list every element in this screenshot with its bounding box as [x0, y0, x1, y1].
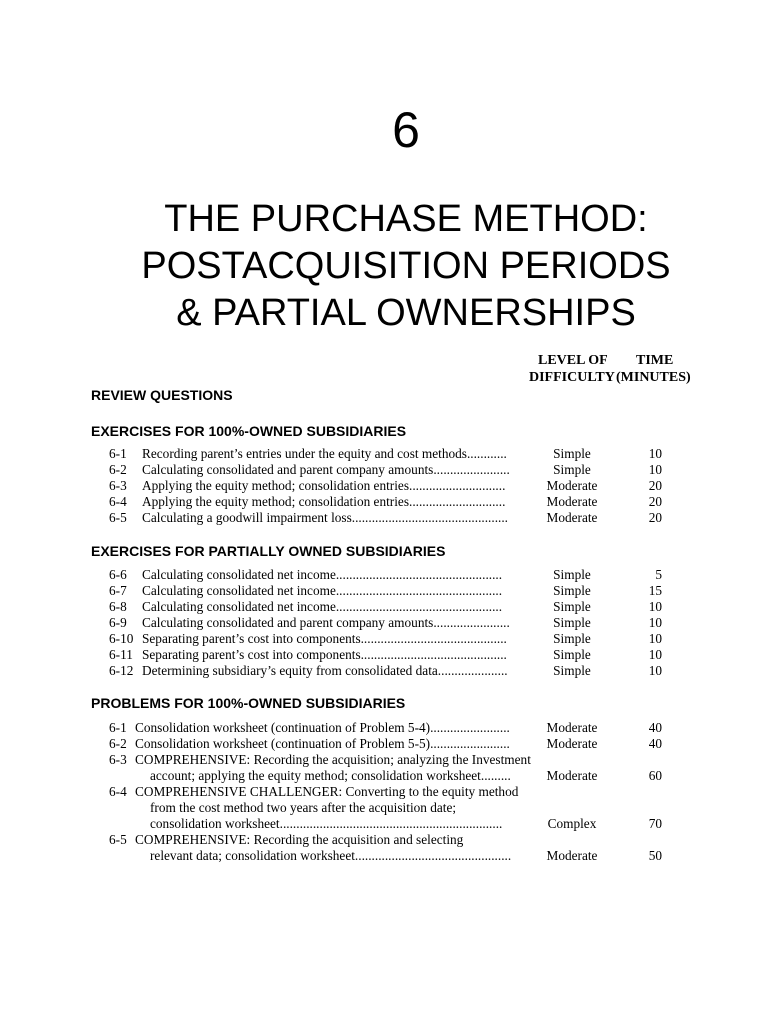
- item-number: 6-2: [109, 736, 127, 751]
- item-difficulty: Moderate: [546, 720, 598, 735]
- item-difficulty: Moderate: [546, 736, 598, 751]
- item-description: Calculating consolidated net income..................................................: [142, 599, 503, 614]
- item-number: 6-1: [109, 720, 127, 735]
- item-difficulty: Simple: [553, 663, 591, 678]
- item-description-line: account; applying the equity method; consolidation worksheet.........: [150, 768, 511, 783]
- item-difficulty: Moderate: [546, 494, 598, 509]
- item-difficulty: Moderate: [546, 848, 598, 863]
- item-time: 10: [648, 446, 662, 461]
- exercise-row: [0, 615, 768, 631]
- item-difficulty: Complex: [547, 816, 597, 831]
- exercises-partial-heading: EXERCISES FOR PARTIALLY OWNED SUBSIDIARIES: [91, 543, 446, 559]
- item-difficulty: Moderate: [546, 768, 598, 783]
- item-difficulty: Simple: [553, 599, 591, 614]
- exercise-row: [0, 478, 768, 494]
- item-difficulty: Simple: [553, 446, 591, 461]
- exercise-row: [0, 647, 768, 663]
- item-description: Calculating consolidated net income..................................................: [142, 567, 503, 582]
- item-number: 6-1: [109, 446, 127, 461]
- item-difficulty: Simple: [553, 567, 591, 582]
- item-difficulty: Simple: [553, 631, 591, 646]
- item-number: 6-9: [109, 615, 127, 630]
- item-time: 10: [648, 615, 662, 630]
- column-header-time: TIME: [636, 353, 674, 368]
- exercise-row: [0, 599, 768, 615]
- item-description-line: relevant data; consolidation worksheet...............................................: [150, 848, 512, 863]
- item-description-line: COMPREHENSIVE: Recording the acquisition and selecting: [135, 832, 464, 847]
- item-description: Calculating consolidated net income..................................................: [142, 583, 503, 598]
- item-difficulty: Simple: [553, 462, 591, 477]
- item-number: 6-5: [109, 510, 127, 525]
- exercises-100-heading: EXERCISES FOR 100%-OWNED SUBSIDIARIES: [91, 423, 407, 439]
- column-header-minutes: (MINUTES): [616, 370, 691, 385]
- item-time: 50: [648, 848, 662, 863]
- exercise-row: [0, 567, 768, 583]
- column-header-difficulty: DIFFICULTY: [529, 370, 615, 385]
- item-description: Separating parent’s cost into components............................................: [142, 631, 507, 646]
- item-description-line: Consolidation worksheet (continuation of Problem 5-5)........................: [135, 736, 510, 751]
- item-time: 15: [648, 583, 662, 598]
- item-difficulty: Simple: [553, 647, 591, 662]
- problem-row: [0, 720, 768, 736]
- chapter-number: 6: [392, 102, 420, 158]
- column-header-level: LEVEL OF: [538, 353, 608, 368]
- item-number: 6-7: [109, 583, 127, 598]
- item-description: Recording parent’s entries under the equity and cost methods............: [142, 446, 507, 461]
- item-number: 6-3: [109, 478, 127, 493]
- item-time: 20: [648, 510, 662, 525]
- item-number: 6-3: [109, 752, 127, 767]
- item-time: 60: [648, 768, 662, 783]
- item-time: 10: [648, 647, 662, 662]
- exercise-row: [0, 583, 768, 599]
- item-description: Applying the equity method; consolidation entries.............................: [142, 494, 506, 509]
- item-description: Applying the equity method; consolidation entries.............................: [142, 478, 506, 493]
- item-description: Separating parent’s cost into components............................................: [142, 647, 507, 662]
- item-number: 6-8: [109, 599, 127, 614]
- item-time: 5: [655, 567, 662, 582]
- exercise-row: [0, 663, 768, 679]
- item-description: Calculating a goodwill impairment loss...............................................: [142, 510, 509, 525]
- item-description: Calculating consolidated and parent company amounts.......................: [142, 462, 510, 477]
- exercise-row: [0, 446, 768, 462]
- item-description-line: from the cost method two years after the acquisition date;: [150, 800, 457, 815]
- item-number: 6-2: [109, 462, 127, 477]
- item-time: 40: [648, 720, 662, 735]
- item-number: 6-10: [109, 631, 134, 646]
- item-number: 6-6: [109, 567, 127, 582]
- item-description-line: COMPREHENSIVE: Recording the acquisition; analyzing the Investment: [135, 752, 531, 767]
- item-time: 20: [648, 494, 662, 509]
- chapter-title-line-3: & PARTIAL OWNERSHIPS: [176, 292, 636, 334]
- problem-row: [0, 784, 768, 832]
- chapter-title-line-1: THE PURCHASE METHOD:: [164, 198, 648, 240]
- item-difficulty: Simple: [553, 583, 591, 598]
- exercise-row: [0, 462, 768, 478]
- problem-row: [0, 752, 768, 784]
- item-time: 20: [648, 478, 662, 493]
- item-time: 70: [648, 816, 662, 831]
- exercise-row: [0, 494, 768, 510]
- item-description-line: Consolidation worksheet (continuation of Problem 5-4)........................: [135, 720, 510, 735]
- item-number: 6-4: [109, 494, 127, 509]
- problems-100-heading: PROBLEMS FOR 100%-OWNED SUBSIDIARIES: [91, 695, 406, 711]
- problem-row: [0, 736, 768, 752]
- item-time: 10: [648, 631, 662, 646]
- review-questions-heading: REVIEW QUESTIONS: [91, 387, 233, 403]
- item-time: 10: [648, 462, 662, 477]
- item-number: 6-12: [109, 663, 134, 678]
- item-time: 10: [648, 599, 662, 614]
- item-difficulty: Simple: [553, 615, 591, 630]
- item-number: 6-5: [109, 832, 127, 847]
- item-description-line: consolidation worksheet...................................................................: [150, 816, 503, 831]
- item-number: 6-4: [109, 784, 127, 799]
- exercise-row: [0, 631, 768, 647]
- item-description-line: COMPREHENSIVE CHALLENGER: Converting to the equity method: [135, 784, 519, 799]
- chapter-title-line-2: POSTACQUISITION PERIODS: [141, 245, 671, 287]
- item-description: Determining subsidiary’s equity from consolidated data.....................: [142, 663, 508, 678]
- exercise-row: [0, 510, 768, 526]
- item-number: 6-11: [109, 647, 133, 662]
- item-time: 40: [648, 736, 662, 751]
- item-difficulty: Moderate: [546, 478, 598, 493]
- problem-row: [0, 832, 768, 864]
- item-difficulty: Moderate: [546, 510, 598, 525]
- item-description: Calculating consolidated and parent company amounts.......................: [142, 615, 510, 630]
- item-time: 10: [648, 663, 662, 678]
